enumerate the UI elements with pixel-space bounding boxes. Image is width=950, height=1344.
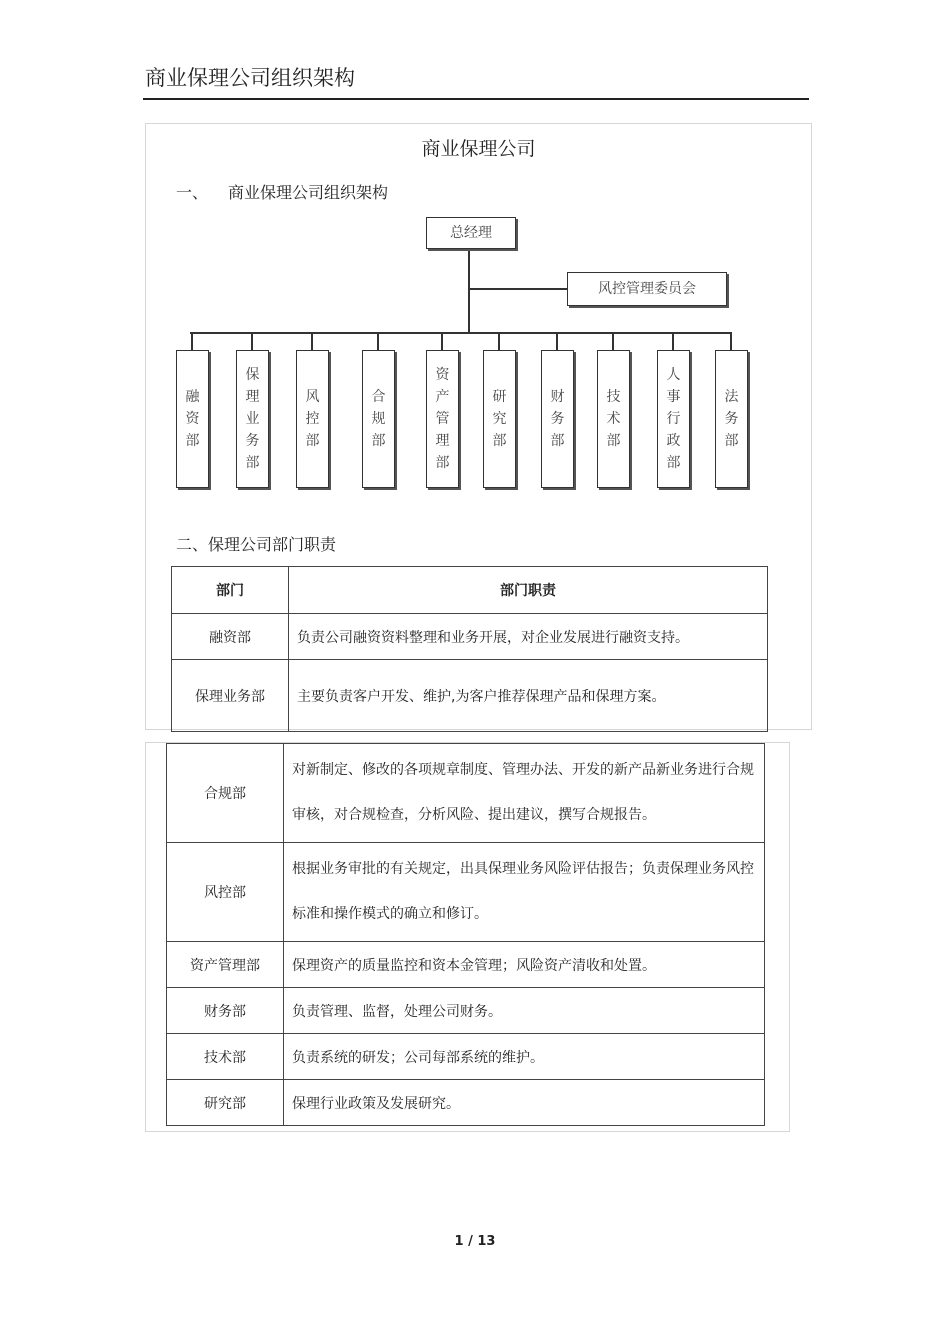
table-row — [167, 1080, 765, 1126]
department-label — [297, 386, 328, 452]
org-node-department — [483, 350, 516, 488]
department-label-char: 事 — [666, 389, 681, 405]
department-label-char: 部 — [371, 433, 386, 449]
org-drop-line — [556, 332, 558, 350]
header-dept: 部门 — [172, 567, 289, 614]
department-label-char: 资 — [435, 367, 450, 383]
department-label-char: 业 — [245, 411, 260, 427]
department-label-char: 务 — [724, 411, 739, 427]
org-drop-line — [441, 332, 443, 350]
org-node-department — [541, 350, 574, 488]
department-label — [177, 386, 208, 452]
department-label-char: 融 — [185, 389, 200, 405]
department-label-char: 术 — [606, 411, 621, 427]
department-label — [542, 386, 573, 452]
org-committee-connector — [469, 288, 567, 290]
org-drop-line — [251, 332, 253, 350]
dept-cell: 财务部 — [167, 988, 284, 1034]
dept-cell: 研究部 — [167, 1080, 284, 1126]
header-duty: 部门职责 — [289, 567, 768, 614]
department-label — [484, 386, 515, 452]
department-label-char: 合 — [371, 389, 386, 405]
duty-cell: 负责公司融资资料整理和业务开展，对企业发展进行融资支持。 — [289, 614, 768, 660]
dept-cell: 技术部 — [167, 1034, 284, 1080]
table-row — [167, 988, 765, 1034]
document-header-title: 商业保理公司组织架构 — [145, 66, 355, 90]
duty-cell: 负责系统的研发；公司每部系统的维护。 — [284, 1034, 765, 1080]
department-label-char: 管 — [435, 411, 450, 427]
table-row — [167, 744, 765, 843]
org-drop-line — [612, 332, 614, 350]
department-label-char: 行 — [666, 411, 681, 427]
department-label-char: 部 — [245, 455, 260, 471]
page-panel-1 — [145, 123, 812, 730]
department-label-char: 部 — [724, 433, 739, 449]
department-label-char: 理 — [245, 389, 260, 405]
department-label-char: 人 — [666, 367, 681, 383]
department-label — [716, 386, 747, 452]
section-1-label: 商业保理公司组织架构 — [228, 183, 389, 202]
department-label — [658, 364, 689, 474]
org-drop-line — [311, 332, 313, 350]
org-node-department — [176, 350, 209, 488]
department-label-char: 部 — [666, 455, 681, 471]
department-label — [363, 386, 394, 452]
org-drop-line — [672, 332, 674, 350]
company-title: 商业保理公司 — [421, 138, 536, 160]
table-header-row — [172, 567, 768, 614]
dept-cell: 保理业务部 — [172, 660, 289, 732]
section-1-number: 一、 — [176, 183, 209, 202]
dept-cell: 风控部 — [167, 843, 284, 942]
section-2-heading: 二、保理公司部门职责 — [176, 535, 337, 554]
org-node-department — [296, 350, 329, 488]
header-rule — [143, 98, 809, 100]
org-node-department — [657, 350, 690, 488]
department-label-char: 控 — [305, 411, 320, 427]
duty-cell: 主要负责客户开发、维护,为客户推荐保理产品和保理方案。 — [289, 660, 768, 732]
table-row — [167, 1034, 765, 1080]
org-trunk-line — [468, 248, 470, 333]
department-label-char: 部 — [606, 433, 621, 449]
dept-cell: 合规部 — [167, 744, 284, 843]
org-node-department — [715, 350, 748, 488]
department-label — [598, 386, 629, 452]
org-drop-line — [498, 332, 500, 350]
page-panel-2 — [145, 742, 790, 1132]
duty-cell: 负责管理、监督，处理公司财务。 — [284, 988, 765, 1034]
duties-table-page-1 — [171, 566, 768, 732]
department-label-char: 务 — [550, 411, 565, 427]
department-label-char: 部 — [492, 433, 507, 449]
table-row — [172, 614, 768, 660]
org-node-department — [597, 350, 630, 488]
duty-cell: 对新制定、修改的各项规章制度、管理办法、开发的新产品新业务进行合规审核，对合规检查，分析风险、提出建议，撰写合规报告。 — [284, 744, 765, 843]
department-label-char: 法 — [724, 389, 739, 405]
department-label-char: 部 — [305, 433, 320, 449]
department-label-char: 技 — [606, 389, 621, 405]
department-label-char: 规 — [371, 411, 386, 427]
section-1-heading — [176, 180, 388, 203]
department-label-char: 财 — [550, 389, 565, 405]
table-row — [167, 843, 765, 942]
page-number: 1 / 13 — [454, 1234, 496, 1249]
org-node-general-manager: 总经理 — [426, 217, 516, 249]
department-label-char: 究 — [492, 411, 507, 427]
duty-cell: 保理资产的质量监控和资本金管理；风险资产清收和处置。 — [284, 942, 765, 988]
duties-table-page-2 — [166, 743, 765, 1126]
department-label-char: 部 — [435, 455, 450, 471]
org-node-department — [362, 350, 395, 488]
department-label-char: 保 — [245, 367, 260, 383]
department-label-char: 研 — [492, 389, 507, 405]
dept-cell: 资产管理部 — [167, 942, 284, 988]
department-label — [427, 364, 458, 474]
org-drop-line — [377, 332, 379, 350]
org-node-department — [236, 350, 269, 488]
table-row — [172, 660, 768, 732]
table-row — [167, 942, 765, 988]
org-drop-line — [730, 332, 732, 350]
department-label-char: 理 — [435, 433, 450, 449]
department-label-char: 风 — [305, 389, 320, 405]
department-label-char: 部 — [185, 433, 200, 449]
department-label-char: 政 — [666, 433, 681, 449]
department-label-char: 务 — [245, 433, 260, 449]
department-label-char: 资 — [185, 411, 200, 427]
department-label — [237, 364, 268, 474]
org-node-department — [426, 350, 459, 488]
department-label-char: 产 — [435, 389, 450, 405]
duty-cell: 保理行业政策及发展研究。 — [284, 1080, 765, 1126]
org-node-risk-committee: 风控管理委员会 — [567, 272, 727, 306]
org-dept-bus-line — [190, 332, 731, 334]
org-drop-line — [191, 332, 193, 350]
duty-cell: 根据业务审批的有关规定，出具保理业务风险评估报告；负责保理业务风控标准和操作模式的确立和修订。 — [284, 843, 765, 942]
dept-cell: 融资部 — [172, 614, 289, 660]
department-label-char: 部 — [550, 433, 565, 449]
